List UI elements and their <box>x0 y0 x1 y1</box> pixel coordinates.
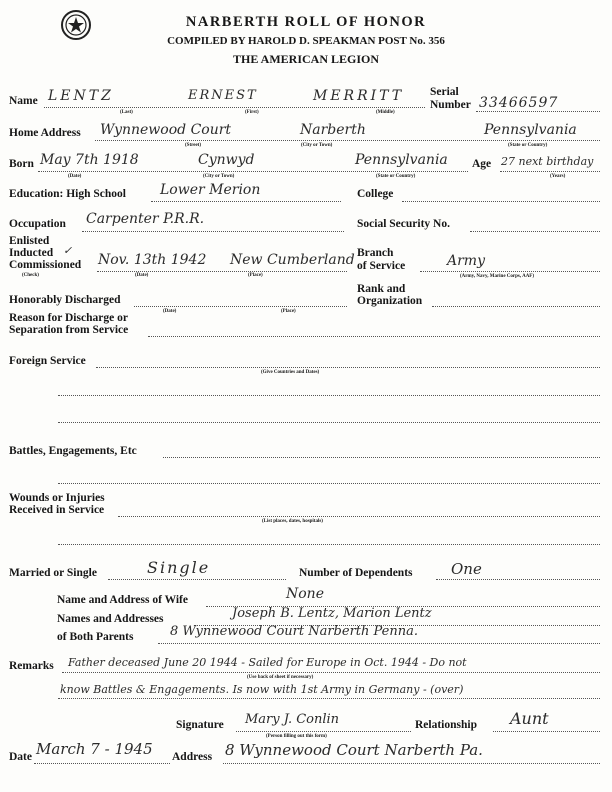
last-name-value: LENTZ <box>48 88 114 104</box>
list-places-sublabel: (List places, dates, hospitals) <box>262 519 323 524</box>
use-back-sublabel: (Use back of sheet if necessary) <box>247 675 314 680</box>
person-filling-sublabel: (Person filling out this form) <box>266 734 327 739</box>
occupation-value: Carpenter P.R.R. <box>86 211 205 227</box>
reason-label-2: Separation from Service <box>9 324 129 336</box>
high-school-value: Lower Merion <box>160 182 261 198</box>
remarks-line-2: know Battles & Engagements. Is now with 1st Army in Germany - (over) <box>60 683 464 696</box>
branch-label-2: of Service <box>357 260 406 272</box>
first-name-value: ERNEST <box>188 88 258 103</box>
born-state-value: Pennsylvania <box>355 152 448 168</box>
address-label: Address <box>172 751 213 763</box>
date-value: March 7 - 1945 <box>36 740 153 758</box>
education-label: Education: High School <box>9 188 126 200</box>
age-label: Age <box>472 158 492 170</box>
marital-status-value: Single <box>147 558 211 577</box>
wounds-label-1: Wounds or Injuries <box>9 492 105 504</box>
honorably-discharged-label: Honorably Discharged <box>9 294 121 306</box>
remarks-line-1: Father deceased June 20 1944 - Sailed for Europe in Oct. 1944 - Do not <box>68 656 467 669</box>
last-sublabel: (Last) <box>120 110 133 115</box>
inducted-date-value: Nov. 13th 1942 <box>98 252 207 268</box>
city-sublabel: (City or Town) <box>301 143 333 148</box>
foreign-service-label: Foreign Service <box>9 355 86 367</box>
years-sublabel: (Years) <box>550 174 566 179</box>
reason-label-1: Reason for Discharge or <box>9 312 128 324</box>
enlisted-label: Enlisted <box>9 235 50 247</box>
street-sublabel: (Street) <box>185 143 202 148</box>
commissioned-label: Commissioned <box>9 259 82 271</box>
college-label: College <box>357 188 394 200</box>
date-label: Date <box>9 751 32 763</box>
compiled-by: COMPILED BY HAROLD D. SPEAKMAN POST No. 356 <box>167 35 445 47</box>
middle-name-value: MERRITT <box>313 88 405 104</box>
married-label: Married or Single <box>9 567 97 579</box>
inducted-date-sublabel: (Date) <box>135 273 149 278</box>
born-state-sublabel: (State or Country) <box>376 174 416 179</box>
serial-number-value: 33466597 <box>479 95 559 111</box>
home-address-label: Home Address <box>9 127 81 139</box>
parents-label-1: Names and Addresses <box>57 613 164 625</box>
born-label: Born <box>9 158 34 170</box>
serial-label-1: Serial <box>430 86 459 98</box>
inducted-label: Inducted <box>9 247 54 259</box>
born-city-sublabel: (City or Town) <box>203 174 235 179</box>
home-street-value: Wynnewood Court <box>100 122 232 138</box>
home-state-value: Pennsylvania <box>484 122 577 138</box>
inducted-check-mark: ✓ <box>63 244 73 257</box>
dependents-label: Number of Dependents <box>299 567 413 579</box>
wife-label: Name and Address of Wife <box>57 594 188 606</box>
check-sublabel: (Check) <box>22 273 39 278</box>
state-sublabel: (State or Country) <box>508 143 548 148</box>
branch-value: Army <box>447 253 485 269</box>
battles-label: Battles, Engagements, Etc <box>9 445 137 457</box>
first-sublabel: (First) <box>245 110 259 115</box>
branch-sublabel: (Army, Navy, Marine Corps, AAF) <box>460 274 535 279</box>
serial-label-2: Number <box>430 99 471 111</box>
remarks-label: Remarks <box>9 660 54 672</box>
name-label: Name <box>9 95 38 107</box>
rank-label-2: Organization <box>357 295 423 307</box>
parents-label-2: of Both Parents <box>57 631 134 643</box>
inducted-place-value: New Cumberland <box>230 252 355 268</box>
relationship-value: Aunt <box>510 709 549 728</box>
relationship-label: Relationship <box>415 719 477 731</box>
discharge-date-sublabel: (Date) <box>163 309 177 314</box>
dependents-value: One <box>451 560 482 578</box>
organization: THE AMERICAN LEGION <box>232 52 380 66</box>
age-value: 27 next birthday <box>501 155 594 168</box>
address-value: 8 Wynnewood Court Narberth Pa. <box>225 741 483 759</box>
wounds-label-2: Received in Service <box>9 504 105 516</box>
give-countries-sublabel: (Give Countries and Dates) <box>261 370 320 375</box>
wife-value: None <box>286 586 324 602</box>
born-date-value: May 7th 1918 <box>40 152 139 168</box>
inducted-place-sublabel: (Place) <box>248 273 263 278</box>
rank-label-1: Rank and <box>357 283 406 295</box>
parents-address-value: 8 Wynnewood Court Narberth Penna. <box>170 624 418 639</box>
date-sublabel: (Date) <box>68 174 82 179</box>
discharge-place-sublabel: (Place) <box>281 309 296 314</box>
form-title: NARBERTH ROLL OF HONOR <box>185 14 427 30</box>
signature-value: Mary J. Conlin <box>245 712 340 727</box>
born-city-value: Cynwyd <box>198 152 255 168</box>
middle-sublabel: (Middle) <box>376 110 395 115</box>
branch-label-1: Branch <box>357 247 394 259</box>
signature-label: Signature <box>176 719 224 731</box>
social-security-label: Social Security No. <box>357 218 450 230</box>
home-city-value: Narberth <box>300 122 366 138</box>
occupation-label: Occupation <box>9 218 66 230</box>
parents-names-value: Joseph B. Lentz, Marion Lentz <box>232 606 432 621</box>
